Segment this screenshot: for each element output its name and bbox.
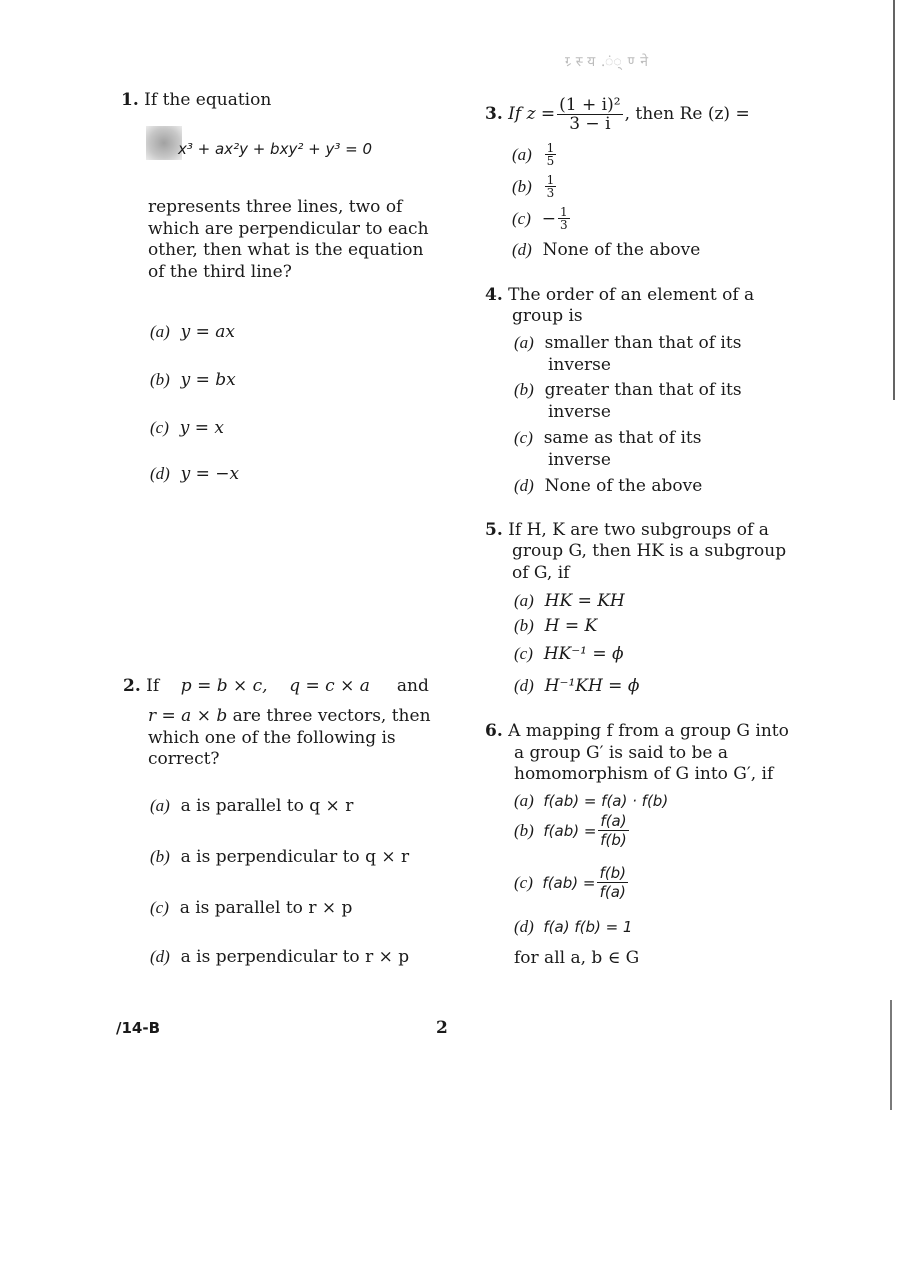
question-2-line-2: r = a × b are three vectors, then: [148, 706, 431, 726]
paper-code: /14-B: [116, 1019, 161, 1037]
question-4-option-a[interactable]: (a) smaller than that of its inverse: [514, 333, 742, 375]
question-5-option-c[interactable]: (c) HK⁻¹ = ϕ: [514, 644, 624, 664]
question-6-option-d[interactable]: (d) f(a) f(b) = 1: [514, 917, 633, 936]
question-3-option-b[interactable]: (b) $\frac{1}{3}$: [512, 173, 555, 200]
question-2-option-b[interactable]: (b) a is perpendicular to q × r: [150, 847, 410, 867]
question-6-option-c[interactable]: (c) f(ab) = $\frac{f(b)}{f(a)}$: [514, 864, 626, 901]
scan-edge-lower: [890, 1000, 892, 1110]
question-4-option-c[interactable]: (c) same as that of its inverse: [514, 428, 702, 470]
question-3-option-c[interactable]: (c) − $\frac{1}{3}$: [512, 205, 568, 232]
question-3-option-a[interactable]: (a) $\frac{1}{5}$: [512, 141, 555, 168]
question-5-line-2: group G, then HK is a subgroup: [512, 541, 787, 561]
scan-noise: ग्र्स्य.ं्ण्ने: [565, 54, 655, 70]
question-5-line-1: 5. If H, K are two subgroups of a: [485, 520, 769, 540]
question-2-option-c[interactable]: (c) a is parallel to r × p: [150, 898, 353, 918]
question-6-line-2: a group G′ is said to be a: [514, 743, 728, 763]
question-5-option-a[interactable]: (a) HK = KH: [514, 591, 625, 611]
scan-smudge: [146, 126, 182, 160]
question-1-option-a[interactable]: (a) y = ax: [150, 322, 236, 342]
question-2-line-3: which one of the following is: [148, 728, 396, 748]
question-2-option-a[interactable]: (a) a is parallel to q × r: [150, 796, 354, 816]
question-3-fraction: $\frac{\text{(1 + i)²}}{3 - i}$: [559, 94, 621, 134]
question-2-option-d[interactable]: (d) a is perpendicular to r × p: [150, 947, 410, 967]
question-4-line-1: 4. The order of an element of a: [485, 285, 755, 305]
question-4-line-2: group is: [512, 306, 583, 326]
question-1-equation: x³ + ax²y + bxy² + y³ = 0: [178, 140, 372, 158]
question-1-intro: 1. If the equation: [121, 90, 272, 110]
scan-edge: [893, 0, 895, 400]
question-6-option-b[interactable]: (b) f(ab) = $\frac{f(a)}{f(b)}$: [514, 812, 627, 849]
question-5-line-3: of G, if: [512, 563, 570, 583]
question-1-body-line-3: other, then what is the equation: [148, 240, 424, 260]
question-1-option-b[interactable]: (b) y = bx: [150, 370, 236, 390]
question-1-body-line-1: represents three lines, two of: [148, 197, 403, 217]
question-6-line-1: 6. A mapping f from a group G into: [485, 721, 789, 741]
question-5-option-b[interactable]: (b) H = K: [514, 616, 598, 636]
question-2-line-1: 2. If p = b × c, q = c × a and: [123, 676, 429, 696]
question-4-option-b[interactable]: (b) greater than that of its inverse: [514, 380, 742, 422]
question-6-option-a[interactable]: (a) f(ab) = f(a) · f(b): [514, 791, 669, 810]
question-1-body-line-2: which are perpendicular to each: [148, 219, 429, 239]
page-number: 2: [436, 1018, 448, 1038]
question-3-option-d[interactable]: (d) None of the above: [512, 240, 701, 260]
question-1-option-c[interactable]: (c) y = x: [150, 418, 224, 438]
question-5-option-d[interactable]: (d) H⁻¹KH = ϕ: [514, 676, 640, 696]
question-4-option-d[interactable]: (d) None of the above: [514, 476, 703, 496]
question-6-line-3: homomorphism of G into G′, if: [514, 764, 774, 784]
question-6-footer: for all a, b ∈ G: [514, 948, 640, 968]
question-2-line-4: correct?: [148, 749, 220, 769]
question-3-stem: 3. If z = $\frac{\text{(1 + i)²}}{3 - i}$ , then Re (z) =: [485, 94, 750, 134]
question-1-option-d[interactable]: (d) y = −x: [150, 464, 240, 484]
question-1-body-line-4: of the third line?: [148, 262, 292, 282]
